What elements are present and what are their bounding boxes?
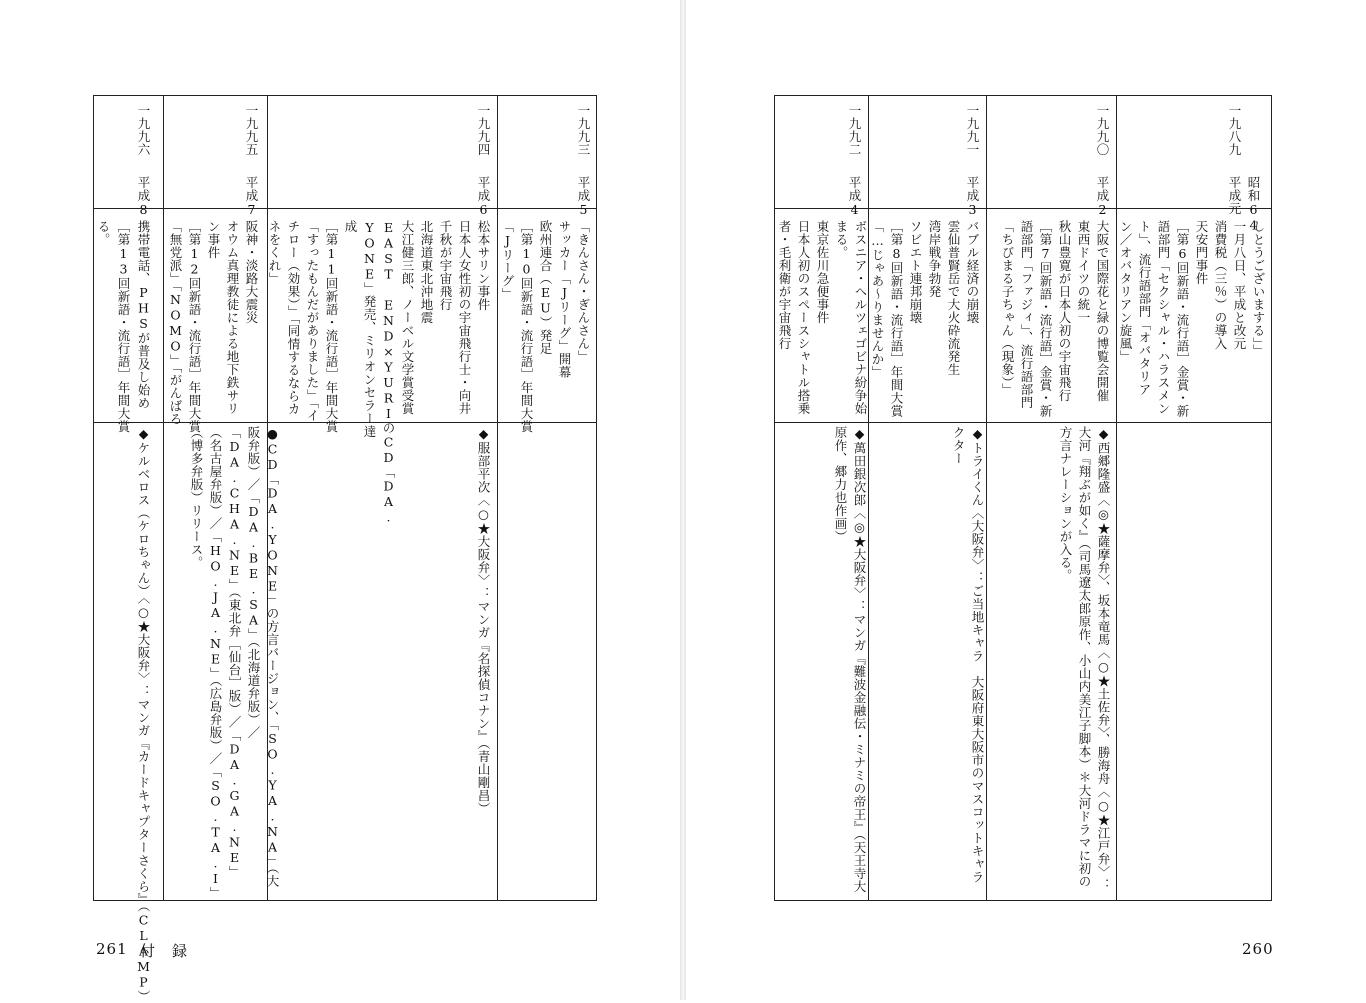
dialect-entry: ◆ケルベロス（ケロちゃん）〈○★大阪弁〉：マンガ『カードキャプターさくら』（CLAMP） xyxy=(136,426,151,1003)
event-line: 雲仙普賢岳で大火砕流発生 xyxy=(946,220,961,376)
event-line: ト」、流行語部門「オバタリア xyxy=(1137,220,1152,396)
year-label: 一九九〇 xyxy=(1095,104,1110,156)
event-line: 「無党派」「NOMO」「がんばろ xyxy=(168,220,183,426)
era-label: 平成5 xyxy=(576,176,591,218)
event-line: る。 xyxy=(96,220,111,246)
table-row xyxy=(498,96,598,900)
event-line: 「きんさん・ぎんさん」 xyxy=(576,220,591,363)
event-line: 千秋が宇宙飛行 xyxy=(438,220,453,311)
year-label: 一九九一 xyxy=(965,104,980,156)
event-line: 天安門事件 xyxy=(1194,220,1209,285)
year-label: 一九八九 xyxy=(1227,104,1242,156)
event-line: 大阪で国際花と緑の博覧会開催 xyxy=(1095,220,1110,402)
event-line: 語部門「ファジィ」、流行語部門 xyxy=(1019,220,1034,409)
event-line: ［第13回新語・流行語］年間大賞 xyxy=(116,220,131,433)
event-line: 消費税（三％）の導入 xyxy=(1213,220,1228,350)
era-label: 平成6 xyxy=(476,176,491,218)
event-line: 「Jリーグ」 xyxy=(500,220,515,301)
page-number: 261 xyxy=(96,940,128,958)
event-line: 語部門「セクシャル・ハラスメン xyxy=(1156,220,1171,415)
page-number: 260 xyxy=(1242,940,1274,958)
event-line: しとうございまする」」 xyxy=(1251,220,1266,357)
event-line: ［第8回新語・流行語］年間大賞 xyxy=(889,220,904,418)
event-line: ［第11回新語・流行語］年間大賞 xyxy=(324,220,339,433)
event-line: チロー（効果）」「同情するならカ xyxy=(286,220,301,416)
event-line: YONE」発売、ミリオンセラー達 xyxy=(362,220,377,438)
event-line: ン事件 xyxy=(206,220,221,259)
table-row xyxy=(775,96,869,900)
event-line: 松本サリン事件 xyxy=(476,220,491,311)
table-row xyxy=(268,96,498,900)
event-line: まる。 xyxy=(834,220,849,259)
event-line: ソビエト連邦崩壊 xyxy=(908,220,923,324)
era-label: 平成8 xyxy=(136,176,151,218)
event-line: 日本人女性初の宇宙飛行士・向井 xyxy=(457,220,472,415)
dialect-entry: ◆西郷隆盛〈◎★薩摩弁〉、坂本竜馬〈○★土佐弁〉、勝海舟〈○★江戸弁〉：大河『翔ぶが如く』（司馬遼太郎原作、小山内美江子脚本）＊大河ドラマに初の方言ナレーションが入る。 xyxy=(1058,426,1111,892)
event-line: 秋山豊寛が日本人初の宇宙飛行 xyxy=(1057,220,1072,402)
dialect-entry: ●CD「DA.YONE」の方言バージョン、「SO.YA.NA」（大阪弁版）／「DA.BE.SA」（北海道弁版）／「DA.CHA.NE」（東北弁［仙台］版）／「DA.GA.NE」（名古屋弁版）／「HO.JA.NE」（広島弁版）／「SO.TA.I」（博多弁版）リリース。 xyxy=(189,426,280,893)
event-line: 湾岸戦争勃発 xyxy=(927,220,942,298)
event-line: EAST END×YURIのCD「DA. xyxy=(381,220,396,525)
table-row xyxy=(869,96,987,900)
event-line: バブル経済の崩壊 xyxy=(965,220,980,324)
dialect-entry: ◆トライくん〈大阪弁〉：ご当地キャラ 大阪府東大阪市のマスコットキャラクター xyxy=(951,426,985,884)
event-line: 欧州連合（EU）発足 xyxy=(538,220,553,355)
event-line: ［第10回新語・流行語］年間大賞 xyxy=(519,220,534,433)
era-label: 平成2 xyxy=(1095,176,1110,218)
event-line: ［第12回新語・流行語］年間大賞 xyxy=(187,220,202,433)
event-line: 者・毛利衛が宇宙飛行 xyxy=(777,220,792,350)
event-line: 「…じゃあ～りませんか」 xyxy=(870,220,885,379)
event-line: 東京佐川急便事件 xyxy=(815,220,830,324)
event-line: ボスニア・ヘルツェゴビナ紛争始 xyxy=(853,220,868,415)
event-line: ［第7回新語・流行語］金賞・新 xyxy=(1038,220,1053,418)
event-line: サッカー「Jリーグ」開幕 xyxy=(557,220,572,379)
right-chronology-table xyxy=(774,95,1272,901)
era-label: 昭和64 平成元 xyxy=(1227,176,1261,233)
table-row xyxy=(1117,96,1273,900)
table-row xyxy=(987,96,1117,900)
event-line: 東西ドイツの統一 xyxy=(1076,220,1091,324)
dialect-entry: ◆服部平次〈○★大阪弁〉：マンガ『名探偵コナン』（青山剛昌） xyxy=(476,426,491,815)
running-head: 付 録 xyxy=(140,942,189,960)
event-line: ［第6回新語・流行語］金賞・新 xyxy=(1175,220,1190,418)
year-label: 一九九六 xyxy=(136,104,151,156)
event-line: 「すったもんだがありました」「イ xyxy=(305,220,320,422)
event-line: 携帯電話、PHSが普及し始め xyxy=(136,220,151,410)
year-label: 一九九四 xyxy=(476,104,491,156)
event-line: 北海道東北沖地震 xyxy=(419,220,434,324)
era-label: 平成7 xyxy=(244,176,259,218)
era-label: 平成4 xyxy=(847,176,862,218)
event-line: 大江健三郎、ノーベル文学賞受賞 xyxy=(400,220,415,415)
year-label: 一九九五 xyxy=(244,104,259,156)
right-page xyxy=(686,0,1366,1000)
event-line: 日本人初のスペースシャトル搭乗 xyxy=(796,220,811,415)
event-line: ン／オバタリアン旋風」 xyxy=(1118,220,1133,363)
dialect-entry: ◆萬田銀次郎〈◎★大阪弁〉：マンガ『難波金融伝・ミナミの帝王』（天王寺大原作、郷力也作画） xyxy=(833,426,867,893)
event-line: 一月八日、平成と改元 xyxy=(1232,220,1247,350)
event-line: 成 xyxy=(343,220,358,233)
event-line: ネをくれ」 xyxy=(267,220,282,285)
year-label: 一九九三 xyxy=(576,104,591,156)
event-line: 「ちびまる子ちゃん（現象）」 xyxy=(1000,220,1015,396)
event-line: 阪神・淡路大震災 xyxy=(244,220,259,324)
year-label: 一九九二 xyxy=(847,104,862,156)
event-line: オウム真理教徒による地下鉄サリ xyxy=(225,220,240,415)
era-label: 平成3 xyxy=(965,176,980,218)
left-page xyxy=(0,0,680,1003)
